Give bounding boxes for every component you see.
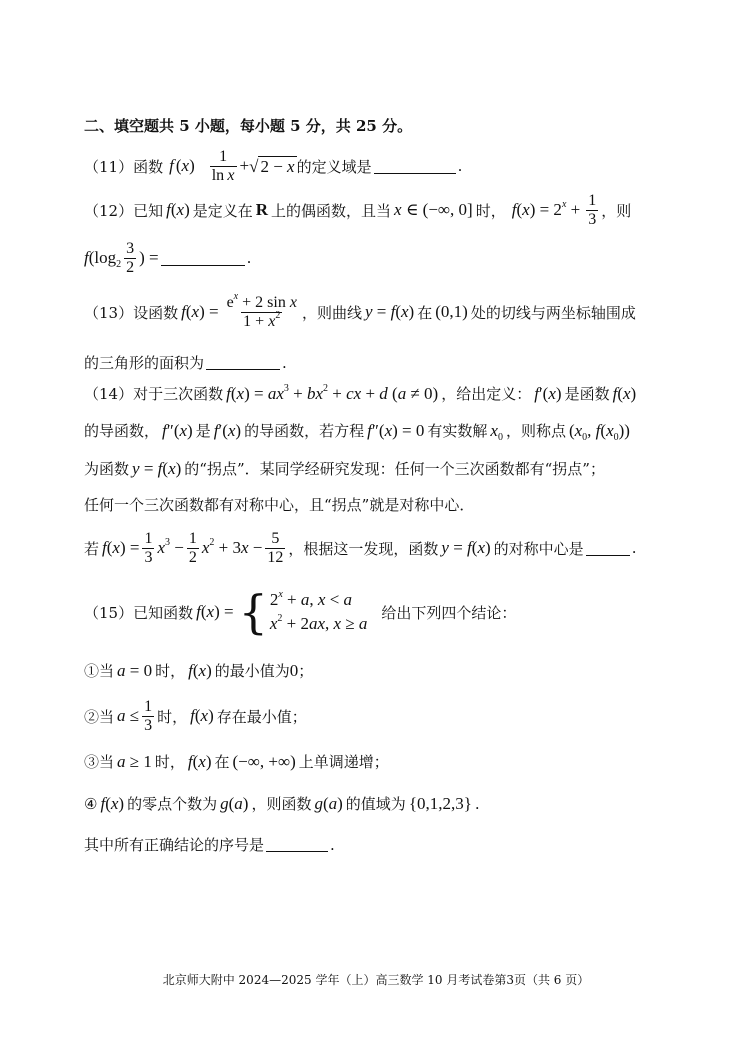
q14-term1: $x^3$ − — [157, 537, 184, 557]
q14-end: . — [631, 539, 637, 557]
q11-sqrt: √ 2 − x — [249, 156, 295, 176]
q15-c3-a: ③当 — [84, 753, 115, 771]
q14-label: （14） — [84, 385, 134, 403]
q15-conclusion-1 — [84, 660, 313, 681]
q15-c3-cond: a ≥ 1 — [117, 751, 152, 771]
q13-point: (0,1) — [435, 302, 468, 321]
q11-text-post: 的定义域是 — [296, 157, 372, 176]
q14-text-2c: 的导函数，若方程 — [244, 422, 365, 440]
page-footer: 北京师大附中 2024—2025 学年（上）高三数学 10 月考试卷第3页（共 6 页） — [162, 973, 590, 987]
q15-cases — [270, 588, 368, 636]
q15-c2-b: 时， — [157, 707, 188, 726]
q12-text-c: 上的偶函数，且当 — [271, 201, 392, 220]
q14-text-a: 对于三次函数 — [133, 385, 224, 403]
q14-text-2d: 有实数解 — [427, 422, 488, 440]
q14-text-2e: ，则称点 — [505, 422, 566, 440]
question-13 — [84, 290, 636, 334]
q15-conclusion-3 — [84, 751, 389, 772]
q14-fdprime: f″(x) — [162, 420, 193, 440]
q13-answer-blank[interactable] — [206, 355, 280, 370]
q13-curve: y = f(x) — [364, 302, 415, 321]
q15-c4-c: ，则函数 — [251, 795, 312, 813]
q15-c2-f: f(x) — [190, 706, 214, 725]
q11-text: 函数 — [133, 157, 164, 176]
q11-plus: + — [239, 156, 250, 175]
q12-end: . — [246, 249, 252, 267]
q14-text-c: 是函数 — [564, 385, 610, 403]
q15-text-a: 已知函数 — [133, 603, 194, 622]
q14-text-5b: ，根据这一发现，函数 — [288, 539, 439, 558]
q15-c1-b: 时， — [155, 662, 186, 680]
q15-c4-f: f(x) — [100, 793, 125, 813]
q12-domain: x ∈ (−∞, 0] — [394, 200, 473, 219]
q14-text-5c: 的对称中心是 — [493, 539, 584, 558]
q15-c3-d: 上单调递增； — [298, 753, 389, 771]
q12-fx: f(x) — [166, 200, 190, 219]
section-title-text: 二、填空题共 5 小题，每小题 5 分，共 25 分。 — [84, 117, 413, 135]
q14-equation: f″(x) = 0 — [367, 420, 425, 440]
q14-text-2b: 是 — [195, 422, 211, 440]
q11-fx: f — [169, 156, 174, 175]
q15-c2-cond: a ≤ — [117, 706, 140, 725]
question-13-line2 — [84, 352, 287, 373]
q13-text-b: ，则曲线 — [301, 303, 362, 322]
q14-fprime: f′(x) — [534, 383, 562, 403]
q12-def: $f(x) = 2^x$ + — [511, 199, 581, 219]
q15-c1-a: ①当 — [84, 662, 115, 680]
q11-paren: (x) — [175, 156, 195, 175]
q12-text-a: 已知 — [133, 201, 164, 220]
q15-c3-interval: (−∞, +∞) — [232, 751, 296, 771]
q15-conclusion-4 — [84, 793, 480, 814]
q11-answer-blank[interactable] — [374, 159, 456, 174]
section-title — [84, 115, 412, 136]
q13-fx: f(x) = — [181, 302, 219, 321]
question-14-line5 — [84, 526, 636, 570]
q14-text-4: 任何一个三次函数都有对称中心，且“拐点”就是对称中心． — [84, 496, 475, 514]
q15-conclusion-2 — [84, 694, 307, 738]
q15-c4-b: 的零点个数为 — [127, 795, 218, 813]
q13-fraction: $\frac{e^x + 2 \sin x}{1 + x^2}$ — [226, 290, 297, 330]
q14-text-3b: 的“拐点”．某同学经研究发现：任何一个三次函数都有“拐点”； — [184, 460, 605, 478]
question-14-line3 — [84, 458, 605, 479]
q12-label: （12） — [84, 201, 134, 220]
q15-c1-zero: 0 — [289, 660, 299, 680]
q15-answer-blank[interactable] — [266, 837, 328, 852]
question-15 — [84, 584, 516, 640]
question-11 — [84, 146, 462, 186]
question-12-line2 — [84, 236, 251, 280]
q15-c1-cond: a = 0 — [117, 660, 153, 680]
q15-c4-ga: g(a) — [220, 793, 249, 813]
q15-case-2: $x^2 + 2ax$, x ≥ a — [269, 613, 368, 633]
q14-answer-blank[interactable] — [586, 541, 630, 556]
q15-c3-c: 在 — [214, 753, 230, 771]
question-14-line2 — [84, 420, 630, 441]
q15-fx: f(x) = — [196, 602, 234, 621]
q14-text-3a: 为函数 — [84, 460, 130, 478]
q14-text-b: ，给出定义： — [441, 385, 532, 403]
question-14-line4 — [84, 494, 474, 515]
q15-c2-frac: $\frac{1}{3}$ — [144, 697, 153, 734]
q12-text-b: 是定义在 — [192, 201, 253, 220]
q12-flog: $f(\log_2$ — [84, 248, 122, 270]
q14-given: f(x) = — [102, 538, 140, 557]
q13-text-c: 在 — [417, 303, 433, 322]
q15-text-b: 给出下列四个结论： — [381, 603, 517, 622]
q11-fraction: $\frac{1}{\text{ln x}}$ — [211, 147, 235, 184]
q14-frac-1-3: $\frac{1}{3}$ — [144, 529, 153, 566]
q11-end: . — [457, 157, 463, 175]
q12-three-halves: $\frac{3}{2}$ — [126, 239, 135, 276]
q15-c3-b: 时， — [154, 753, 185, 771]
q15-c2-a: ②当 — [84, 707, 115, 726]
q12-third: $\frac{1}{3}$ — [588, 191, 597, 228]
q15-c2-c: 存在最小值； — [216, 707, 307, 726]
q14-point: ($x_0$, $f(x_0)$) — [568, 420, 630, 443]
q15-label: （15） — [84, 603, 134, 622]
q14-text-5a: 若 — [84, 539, 100, 558]
q14-frac-5-12: $\frac{5}{12}$ — [267, 529, 284, 566]
q14-text-2a: 的导函数， — [84, 422, 160, 440]
q15-final — [84, 834, 335, 855]
q15-end: . — [330, 835, 335, 854]
q15-c1-d: ； — [298, 662, 314, 680]
q15-c4-set: {0,1,2,3} — [408, 793, 472, 813]
q13-text-line2: 的三角形的面积为 — [84, 354, 205, 372]
q14-cubic: $f(x) = ax^3 + bx^2$ + cx + d (a ≠ 0) — [226, 382, 439, 403]
q14-fprime2: f′(x) — [213, 420, 242, 440]
q12-eq: ) = — [139, 248, 159, 267]
q15-c4-ga2: g(a) — [314, 793, 343, 813]
q14-frac-1-2: $\frac{1}{2}$ — [188, 529, 197, 566]
q14-fx: f(x) — [612, 383, 637, 403]
q13-label: （13） — [84, 303, 134, 322]
q12-text-d: 时， — [475, 201, 506, 220]
q14-x0: $x_0$ — [490, 420, 503, 443]
q14-yfx2: y = f(x) — [441, 538, 491, 557]
q15-brace: { — [238, 585, 268, 639]
q12-R: R — [255, 200, 269, 219]
q15-c3-f: f(x) — [187, 751, 212, 771]
q12-answer-blank[interactable] — [161, 251, 245, 266]
q11-label: （11） — [84, 157, 134, 176]
q13-text-d: 处的切线与两坐标轴围成 — [470, 303, 636, 322]
question-12 — [84, 188, 631, 232]
q13-end: . — [282, 353, 287, 372]
q12-text-e: ，则 — [601, 201, 632, 220]
q15-case-1: $2^x + a$, x < a — [269, 589, 353, 609]
q15-c4-d: 的值域为 — [345, 795, 406, 813]
q15-c4-e: . — [474, 794, 480, 813]
q15-c1-c: 的最小值为 — [214, 662, 290, 680]
question-14 — [84, 383, 636, 404]
q14-yfx: y = f(x) — [132, 458, 182, 478]
q15-c1-f: f(x) — [188, 660, 212, 680]
q15-c4-a: ④ — [84, 794, 98, 813]
q14-term2: $x^2 + 3x$ − — [201, 537, 263, 557]
q15-last-text: 其中所有正确结论的序号是 — [84, 836, 265, 854]
q13-text-a: 设函数 — [133, 303, 179, 322]
